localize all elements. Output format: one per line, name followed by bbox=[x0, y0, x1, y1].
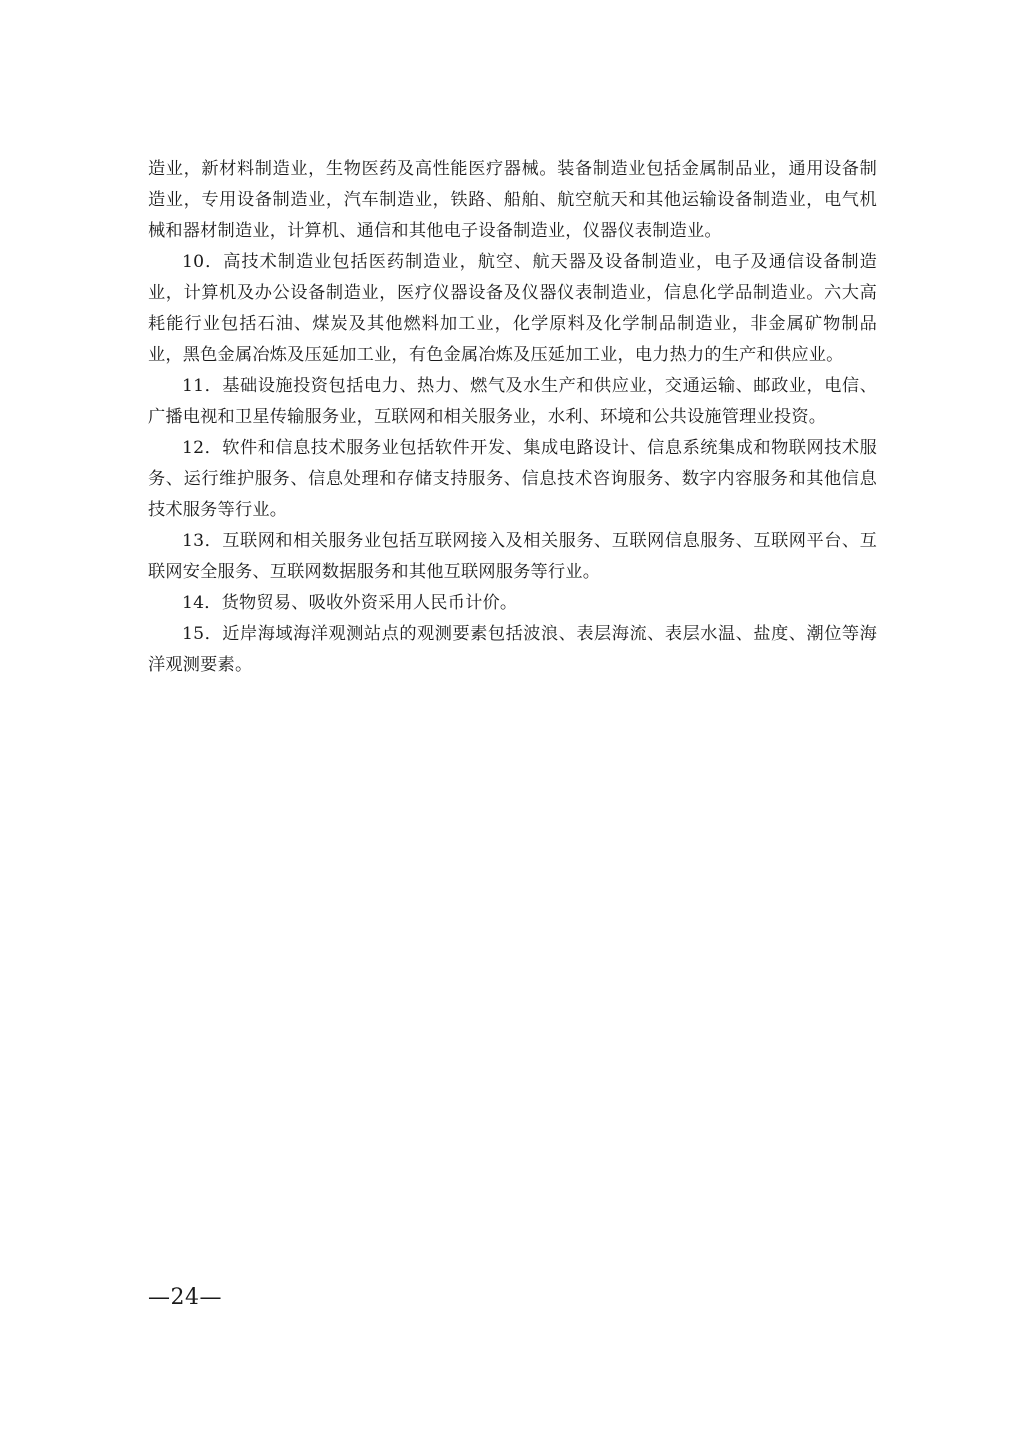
paragraph-note-14: 14．货物贸易、吸收外资采用人民币计价。 bbox=[182, 593, 518, 613]
paragraph-note-10: 10．高技术制造业包括医药制造业，航空、航天器及设备制造业，电子及通信设备制造业，计算机及办公设备制造业，医疗仪器设备及仪器仪表制造业，信息化学品制造业。六大高耗能行业包括石油、煤炭及其他燃料加工业，化学原料及化学制品制造业，非金属矿物制品业，黑色金属冶炼及压延加工业，有色金属冶炼及压延加工业，电力热力的生产和供应业。 bbox=[148, 252, 877, 365]
page-number: —24— bbox=[148, 1285, 222, 1310]
paragraph-note-11: 11．基础设施投资包括电力、热力、燃气及水生产和供应业，交通运输、邮政业，电信、广播电视和卫星传输服务业，互联网和相关服务业，水利、环境和公共设施管理业投资。 bbox=[148, 376, 877, 427]
paragraph-note-15: 15．近岸海域海洋观测站点的观测要素包括波浪、表层海流、表层水温、盐度、潮位等海洋观测要素。 bbox=[148, 624, 877, 675]
document-body bbox=[148, 154, 877, 681]
paragraph-note-13: 13．互联网和相关服务业包括互联网接入及相关服务、互联网信息服务、互联网平台、互联网安全服务、互联网数据服务和其他互联网服务等行业。 bbox=[148, 531, 877, 582]
paragraph-note-12: 12．软件和信息技术服务业包括软件开发、集成电路设计、信息系统集成和物联网技术服务、运行维护服务、信息处理和存储支持服务、信息技术咨询服务、数字内容服务和其他信息技术服务等行业。 bbox=[148, 438, 877, 520]
paragraph-continuation: 造业，新材料制造业，生物医药及高性能医疗器械。装备制造业包括金属制品业，通用设备制造业，专用设备制造业，汽车制造业，铁路、船舶、航空航天和其他运输设备制造业，电气机械和器材制造业，计算机、通信和其他电子设备制造业，仪器仪表制造业。 bbox=[148, 159, 877, 241]
